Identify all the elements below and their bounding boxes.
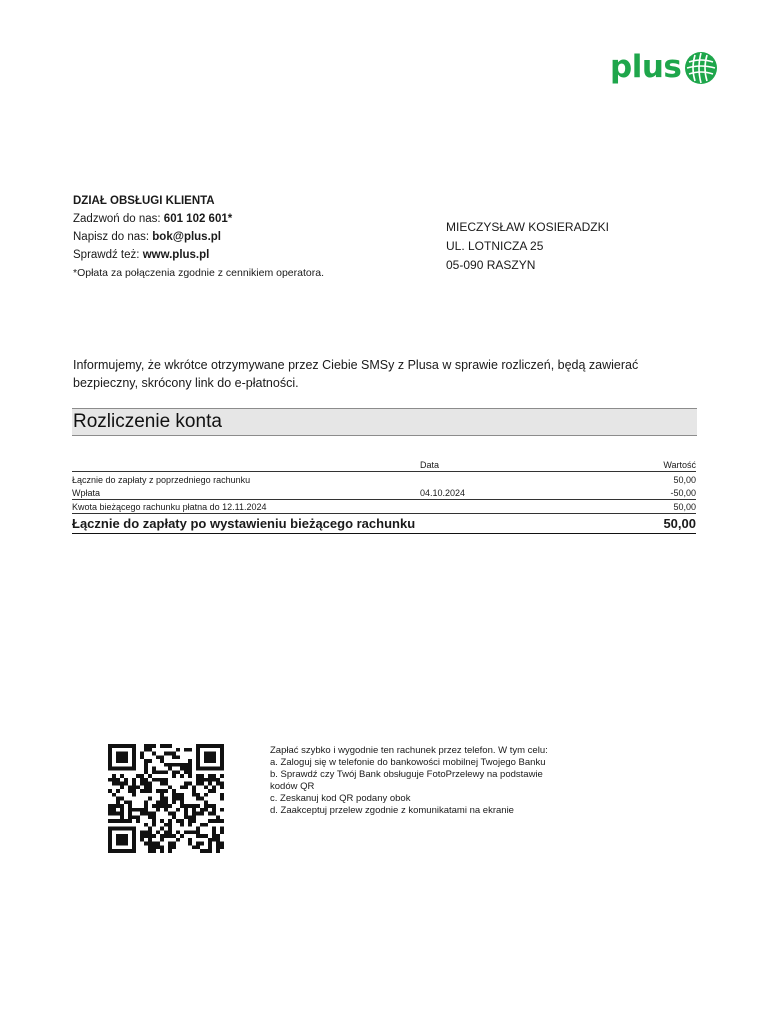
total-value: 50,00: [663, 516, 696, 531]
row-value: -50,00: [670, 488, 696, 498]
row-name: Łącznie do zapłaty z poprzedniego rachunku: [72, 475, 251, 485]
recipient-city: 05-090 RASZYN: [446, 258, 536, 272]
customer-service-heading: DZIAŁ OBSŁUGI KLIENTA: [73, 195, 215, 207]
payment-intro: Zapłać szybko i wygodnie ten rachunek przez telefon. W tym celu:: [270, 745, 548, 756]
web-label: Sprawdź też:: [73, 249, 140, 261]
row-date: 04.10.2024: [420, 488, 466, 498]
section-header: [72, 408, 697, 436]
row-name: Wpłata: [72, 488, 101, 498]
table-row: [72, 472, 696, 486]
payment-qr-code: [108, 744, 224, 853]
phone-label: Zadzwoń do nas:: [73, 213, 161, 225]
email-label: Napisz do nas:: [73, 231, 150, 243]
row-value: 50,00: [673, 475, 696, 485]
payment-step: d. Zaakceptuj przelew zgodnie z komunikatami na ekranie: [270, 805, 514, 816]
header-date: Data: [420, 460, 440, 470]
customer-service-block: [73, 192, 324, 282]
qr-payment-instructions: [270, 745, 570, 817]
plus-logo-icon: [683, 50, 719, 86]
plus-logo: [610, 48, 719, 86]
table-header: [72, 458, 696, 472]
recipient-name: MIECZYSŁAW KOSIERADZKI: [446, 220, 609, 234]
web-line: [73, 246, 324, 264]
row-value: 50,00: [673, 502, 696, 512]
total-row: [72, 514, 696, 534]
recipient-street: UL. LOTNICZA 25: [446, 239, 544, 253]
payment-step: c. Zeskanuj kod QR podany obok: [270, 793, 411, 804]
account-table: [72, 458, 696, 534]
table-row: [72, 486, 696, 500]
logo-wordmark: plus: [610, 48, 682, 85]
phone-number[interactable]: 601 102 601*: [163, 213, 233, 225]
header-value: Wartość: [663, 460, 696, 470]
total-label: Łącznie do zapłaty po wystawieniu bieżącego rachunku: [72, 516, 416, 531]
phone-line: [73, 210, 324, 228]
payment-step: b. Sprawdź czy Twój Bank obsługuje FotoPrzelewy na podstawie kodów QR: [270, 769, 543, 792]
payment-step: a. Zaloguj się w telefonie do bankowości mobilnej Twojego Banku: [270, 757, 546, 768]
info-paragraph: Informujemy, że wkrótce otrzymywane przez Ciebie SMSy z Plusa w sprawie rozliczeń, będą zawierać bezpieczny, skrócony link do e-płatności.: [73, 358, 639, 390]
section-title: Rozliczenie konta: [73, 411, 222, 432]
table-row: [72, 500, 696, 514]
row-name: Kwota bieżącego rachunku płatna do 12.11.2024: [72, 502, 267, 512]
website-link[interactable]: www.plus.pl: [142, 249, 210, 261]
call-fee-footnote: *Opłata za połączenia zgodnie z cennikiem operatora.: [73, 267, 324, 279]
recipient-address: [446, 218, 609, 275]
email-line: [73, 228, 324, 246]
email-address[interactable]: bok@plus.pl: [152, 231, 221, 243]
